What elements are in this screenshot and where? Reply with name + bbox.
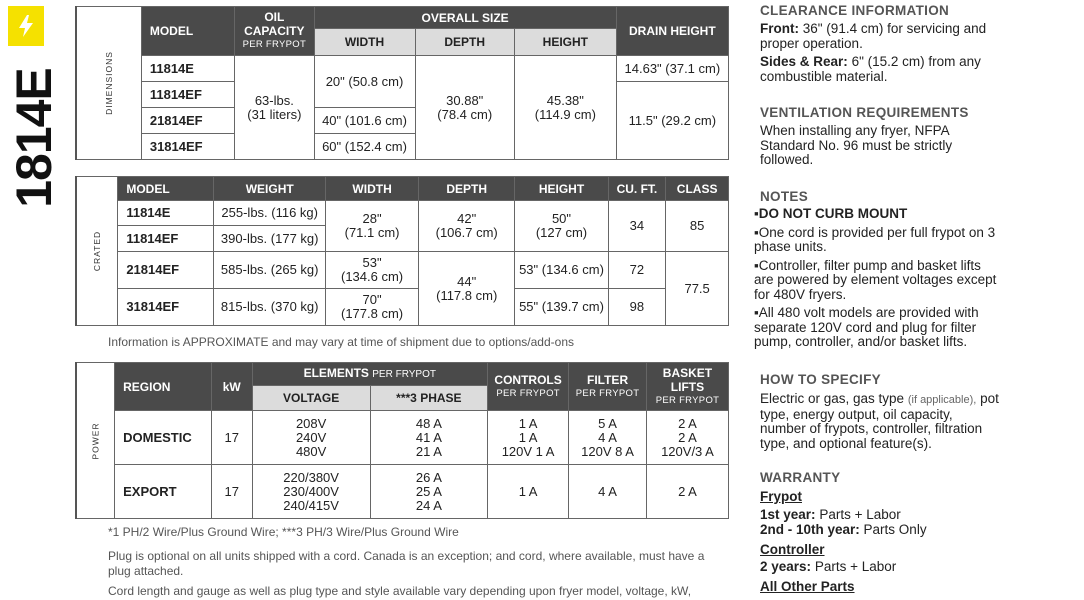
warranty-frypot: Frypot [760,489,802,504]
warranty-frypot-1: 1st year: Parts + Labor [760,506,901,522]
power-cord-note: Cord length and gauge as well as plug type and style available vary depending upon fryer model, voltage, kW, [108,584,692,598]
dim-header-oil: OIL CAPACITY PER FRYPOT [235,7,314,56]
dim-width-3: 60" (152.4 cm) [314,134,415,160]
note-item: ▪All 480 volt models are provided with separate 120V cord and plug for filter pump, controller, and/or basket lifts. [754,305,979,349]
crated-header: WIDTH [326,177,419,201]
power-basket: 2 A [646,465,728,519]
lightning-bolt-badge [8,6,44,46]
power-phase: 48 A 41 A 21 A [370,411,487,465]
clearance-front: Front: 36" (91.4 cm) for servicing and proper operation. [760,21,987,51]
dim-height: 45.38" (114.9 cm) [514,56,616,160]
dim-depth: 30.88" (78.4 cm) [415,56,514,160]
crated-cuft-b: 72 [608,252,666,289]
ventilation-heading: VENTILATION REQUIREMENTS [760,105,969,120]
power-header-filter: FILTER PER FRYPOT [569,363,647,411]
model-title [4,68,64,208]
specify-text: Electric or gas, gas type (if applicable), pot type, energy output, oil capacity, number of frypots, controller, filtration type, and optional feature(s). [760,391,999,451]
clearance-heading: CLEARANCE INFORMATION [760,3,950,18]
power-header-region: REGION [115,363,212,411]
crated-class-b: 77.5 [666,252,729,326]
crated-width-b: 53" (134.6 cm) [326,252,419,289]
crated-model: 11814E [118,201,214,226]
model-title-text: 1814E [6,68,62,208]
power-voltage: 208V 240V 480V [252,411,370,465]
crated-header: DEPTH [418,177,515,201]
power-header-elements: ELEMENTS PER FRYPOT [252,363,487,386]
crated-header: MODEL [118,177,214,201]
notes-heading: NOTES [760,189,809,204]
power-voltage: 220/380V 230/400V 240/415V [252,465,370,519]
crated-model: 11814EF [118,226,214,252]
crated-class-a: 85 [666,201,729,252]
power-region-domestic: DOMESTIC [115,411,212,465]
crated-depth-b: 44" (117.8 cm) [418,252,515,326]
notes-list [754,206,1000,350]
power-header-controls: CONTROLS PER FRYPOT [488,363,569,411]
power-header-basket: BASKET LIFTS PER FRYPOT [646,363,728,411]
crated-cuft-a: 34 [608,201,666,252]
crated-weight: 815-lbs. (370 kg) [214,289,326,326]
dim-header-height: HEIGHT [514,29,616,56]
crated-note: Information is APPROXIMATE and may vary at time of shipment due to options/add-ons [108,335,574,349]
power-basket: 2 A 2 A 120V/3 A [646,411,728,465]
warranty-controller: Controller [760,541,825,557]
crated-model: 31814EF [118,289,214,326]
power-header-voltage: VOLTAGE [252,386,370,411]
crated-weight: 255-lbs. (116 kg) [214,201,326,226]
dim-model: 21814EF [141,108,234,134]
crated-weight: 585-lbs. (265 kg) [214,252,326,289]
crated-height-b: 53" (134.6 cm) [515,252,608,289]
power-filter: 4 A [569,465,647,519]
dim-width-1: 20" (50.8 cm) [314,56,415,108]
dim-oil-capacity: 63-lbs. (31 liters) [235,56,314,160]
crated-header: HEIGHT [515,177,608,201]
crated-height-a: 50" (127 cm) [515,201,608,252]
dimensions-table [75,6,729,160]
power-filter: 5 A 4 A 120V 8 A [569,411,647,465]
power-kw: 17 [211,465,252,519]
power-table [75,362,729,519]
dim-width-2: 40" (101.6 cm) [314,108,415,134]
lightning-bolt-icon [16,14,36,38]
crated-depth-a: 42" (106.7 cm) [418,201,515,252]
note-item: ▪Controller, filter pump and basket lifts are powered by element voltages except for 480V fryers. [754,257,997,302]
crated-cuft-c: 98 [608,289,666,326]
warranty-controller-1: 2 years: Parts + Labor [760,559,897,574]
ventilation-text: When installing any fryer, NFPA Standard No. 96 must be strictly followed. [760,123,953,167]
crated-header: CU. FT. [608,177,666,201]
crated-side-label: CRATED [76,177,118,326]
note-item: ▪DO NOT CURB MOUNT [754,206,908,221]
power-header-3phase: ***3 PHASE [370,386,487,411]
specify-heading: HOW TO SPECIFY [760,372,881,387]
crated-header: CLASS [666,177,729,201]
dim-drain-2: 11.5" (29.2 cm) [616,82,728,160]
warranty-other: All Other Parts [760,578,855,594]
ventilation-section [760,105,1000,168]
crated-height-c: 55" (139.7 cm) [515,289,608,326]
power-wire-note: *1 PH/2 Wire/Plus Ground Wire; ***3 PH/3 Wire/Plus Ground Wire [108,525,459,539]
crated-width-c: 70" (177.8 cm) [326,289,419,326]
crated-header: WEIGHT [214,177,326,201]
clearance-section [760,3,1000,84]
clearance-sides: Sides & Rear: 6" (15.2 cm) from any combustible material. [760,54,981,84]
dim-header-width: WIDTH [314,29,415,56]
note-item: ▪One cord is provided per full frypot on 3 phase units. [754,224,996,254]
power-side-label: POWER [76,363,115,519]
crated-weight: 390-lbs. (177 kg) [214,226,326,252]
dim-model: 31814EF [141,134,234,160]
dim-header-model: MODEL [141,7,234,56]
notes-section [754,189,1000,350]
power-plug-note: Plug is optional on all units shipped with a cord. Canada is an exception; and cord, where available, must have a plug attached. [108,549,705,578]
dim-header-drain: DRAIN HEIGHT [616,7,728,56]
crated-model: 21814EF [118,252,214,289]
power-controls: 1 A [488,465,569,519]
crated-width-a: 28" (71.1 cm) [326,201,419,252]
specify-section [760,372,1000,451]
dim-model: 11814EF [141,82,234,108]
power-kw: 17 [211,411,252,465]
dimensions-side-label: DIMENSIONS [76,7,141,160]
warranty-heading: WARRANTY [760,470,841,485]
power-phase: 26 A 25 A 24 A [370,465,487,519]
dim-model: 11814E [141,56,234,82]
crated-table [75,176,729,326]
dim-header-overall: OVERALL SIZE [314,7,616,29]
power-controls: 1 A 1 A 120V 1 A [488,411,569,465]
dim-drain-1: 14.63" (37.1 cm) [616,56,728,82]
power-header-kw: kW [211,363,252,411]
warranty-frypot-2: 2nd - 10th year: Parts Only [760,522,927,537]
warranty-section [760,470,1000,594]
power-region-export: EXPORT [115,465,212,519]
dim-header-depth: DEPTH [415,29,514,56]
